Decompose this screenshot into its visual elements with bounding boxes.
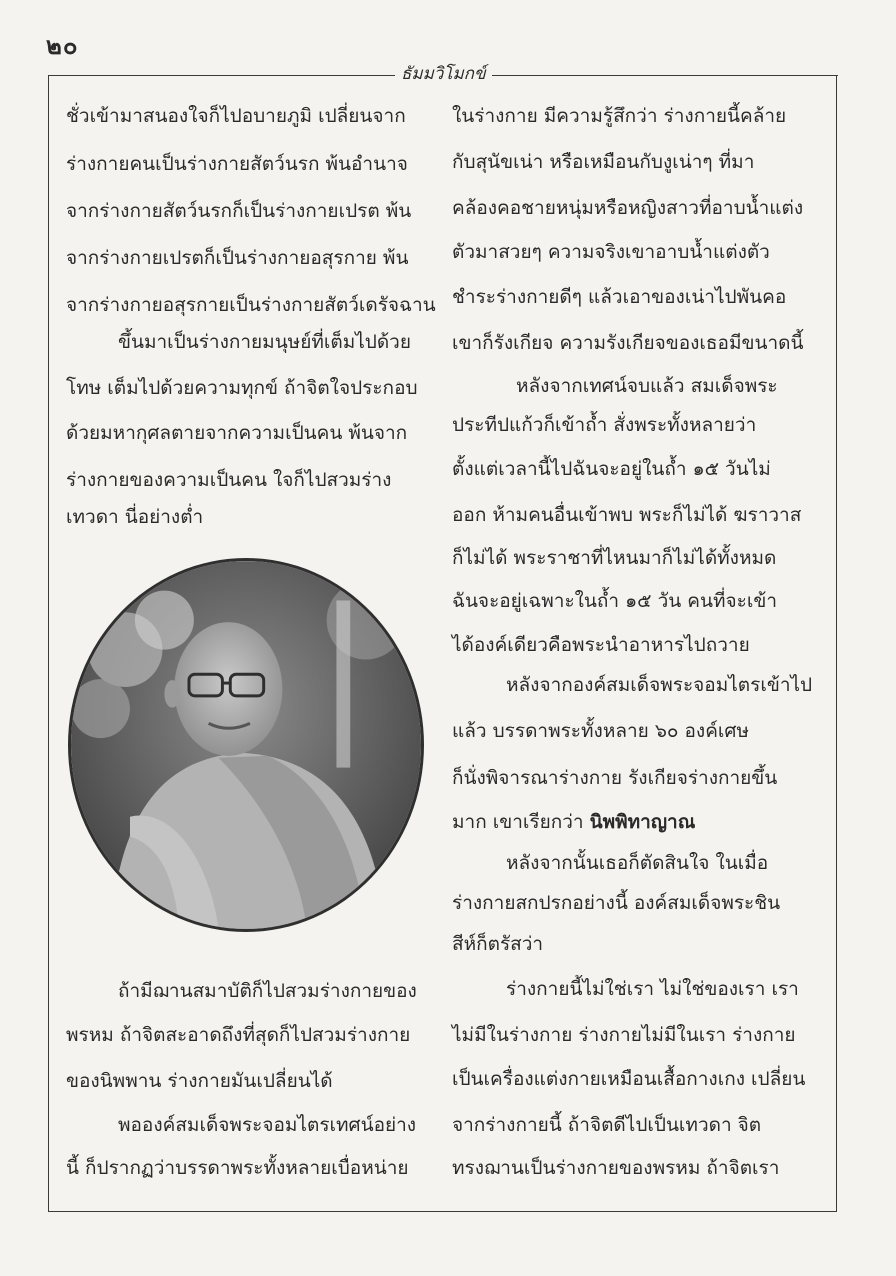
text-line: พอองค์สมเด็จพระจอมไตรเทศน์อย่าง — [118, 1114, 417, 1136]
text-line: ตั้งแต่เวลานี้ไปฉันจะอยู่ในถ้ำ ๑๕ วันไม่ — [452, 458, 771, 480]
text-line: ทรงฌานเป็นร่างกายของพรหม ถ้าจิตเรา — [452, 1157, 780, 1179]
page-frame-bottom — [48, 1211, 837, 1212]
portrait-image — [71, 561, 421, 929]
text-line: หลังจากองค์สมเด็จพระจอมไตรเข้าไป — [506, 674, 813, 696]
bold-term: นิพพิทาญาณ — [589, 811, 696, 833]
running-header-title: ธัมมวิโมกข์ — [395, 60, 492, 87]
text-line: คล้องคอชายหนุ่มหรือหญิงสาวที่อาบน้ำแต่ง — [452, 197, 804, 219]
text-line: ร่างกายสกปรกอย่างนี้ องค์สมเด็จพระชิน — [452, 892, 781, 914]
text-line: โทษ เต็มไปด้วยความทุกข์ ถ้าจิตใจประกอบ — [66, 377, 418, 399]
text-line: ก็นั่งพิจารณาร่างกาย รังเกียจร่างกายขึ้น — [452, 767, 778, 789]
text-line: ร่างกายของความเป็นคน ใจก็ไปสวมร่าง — [66, 469, 392, 491]
text-line: ก็ไม่ได้ พระราชาที่ไหนมาก็ไม่ได้ทั้งหมด — [452, 547, 777, 569]
text-line: จากร่างกายสัตว์นรกก็เป็นร่างกายเปรต พ้น — [66, 200, 412, 222]
text-line: ขึ้นมาเป็นร่างกายมนุษย์ที่เต็มไปด้วย — [118, 331, 411, 353]
text-line: ประทีปแก้วก็เข้าถ้ำ สั่งพระทั้งหลายว่า — [452, 414, 757, 436]
text-line: ร่างกายนี้ไม่ใช่เรา ไม่ใช่ของเรา เรา — [506, 978, 799, 1000]
text-line: กับสุนัขเน่า หรือเหมือนกับงูเน่าๆ ที่มา — [452, 151, 755, 173]
page-frame-right — [836, 75, 837, 1212]
text-line: ออก ห้ามคนอื่นเข้าพบ พระก็ไม่ได้ ฆราวาส — [452, 504, 802, 526]
text-line: จากร่างกายนี้ ถ้าจิตดีไปเป็นเทวดา จิต — [452, 1114, 762, 1136]
text-line: ของนิพพาน ร่างกายมันเปลี่ยนได้ — [66, 1070, 333, 1092]
text-line: ได้องค์เดียวคือพระนำอาหารไปถวาย — [452, 634, 750, 656]
text-line: ถ้ามีฌานสมาบัติก็ไปสวมร่างกายของ — [118, 980, 417, 1002]
text-line: หลังจากเทศน์จบแล้ว สมเด็จพระ — [516, 375, 778, 397]
text-line: สีห์ก็ตรัสว่า — [452, 933, 544, 955]
text-line: พรหม ถ้าจิตสะอาดถึงที่สุดก็ไปสวมร่างกาย — [66, 1024, 411, 1046]
monk-portrait-photo — [68, 558, 424, 932]
text-line: ในร่างกาย มีความรู้สึกว่า ร่างกายนี้คล้าย — [452, 105, 787, 127]
text-line: เทวดา นี่อย่างต่ำ — [66, 506, 204, 528]
text-line: ตัวมาสวยๆ ความจริงเขาอาบน้ำแต่งตัว — [452, 241, 770, 263]
text-line: จากร่างกายเปรตก็เป็นร่างกายอสุรกาย พ้น — [66, 247, 409, 269]
text-line: หลังจากนั้นเธอก็ตัดสินใจ ในเมื่อ — [506, 852, 769, 874]
text-line: ไม่มีในร่างกาย ร่างกายไม่มีในเรา ร่างกาย — [452, 1024, 796, 1046]
text-line: ร่างกายคนเป็นร่างกายสัตว์นรก พ้นอำนาจ — [66, 153, 408, 175]
text-line: เป็นเครื่องแต่งกายเหมือนเสื้อกางเกง เปลี่ยน — [452, 1068, 806, 1090]
text-line: ด้วยมหากุศลตายจากความเป็นคน พ้นจาก — [66, 422, 408, 444]
text-line: เขาก็รังเกียจ ความรังเกียจของเธอมีขนาดนี้ — [452, 332, 804, 354]
text-line: ชำระร่างกายดีๆ แล้วเอาของเน่าไปพันคอ — [452, 286, 787, 308]
text-line: จากร่างกายอสุรกายเป็นร่างกายสัตว์เดรัจฉาน — [66, 294, 436, 316]
text-line: ฉันจะอยู่เฉพาะในถ้ำ ๑๕ วัน คนที่จะเข้า — [452, 590, 778, 612]
text-line: นี้ ก็ปรากฏว่าบรรดาพระทั้งหลายเบื่อหน่าย — [66, 1157, 409, 1179]
text-line: แล้ว บรรดาพระทั้งหลาย ๖๐ องค์เศษ — [452, 720, 749, 742]
text-line: ชั่วเข้ามาสนองใจก็ไปอบายภูมิ เปลี่ยนจาก — [66, 105, 406, 127]
page-number: ๒๐ — [46, 32, 79, 60]
text-line-start: มาก เขาเรียกว่า — [452, 811, 584, 833]
text-line — [452, 807, 695, 837]
page-frame-left — [48, 75, 49, 1212]
